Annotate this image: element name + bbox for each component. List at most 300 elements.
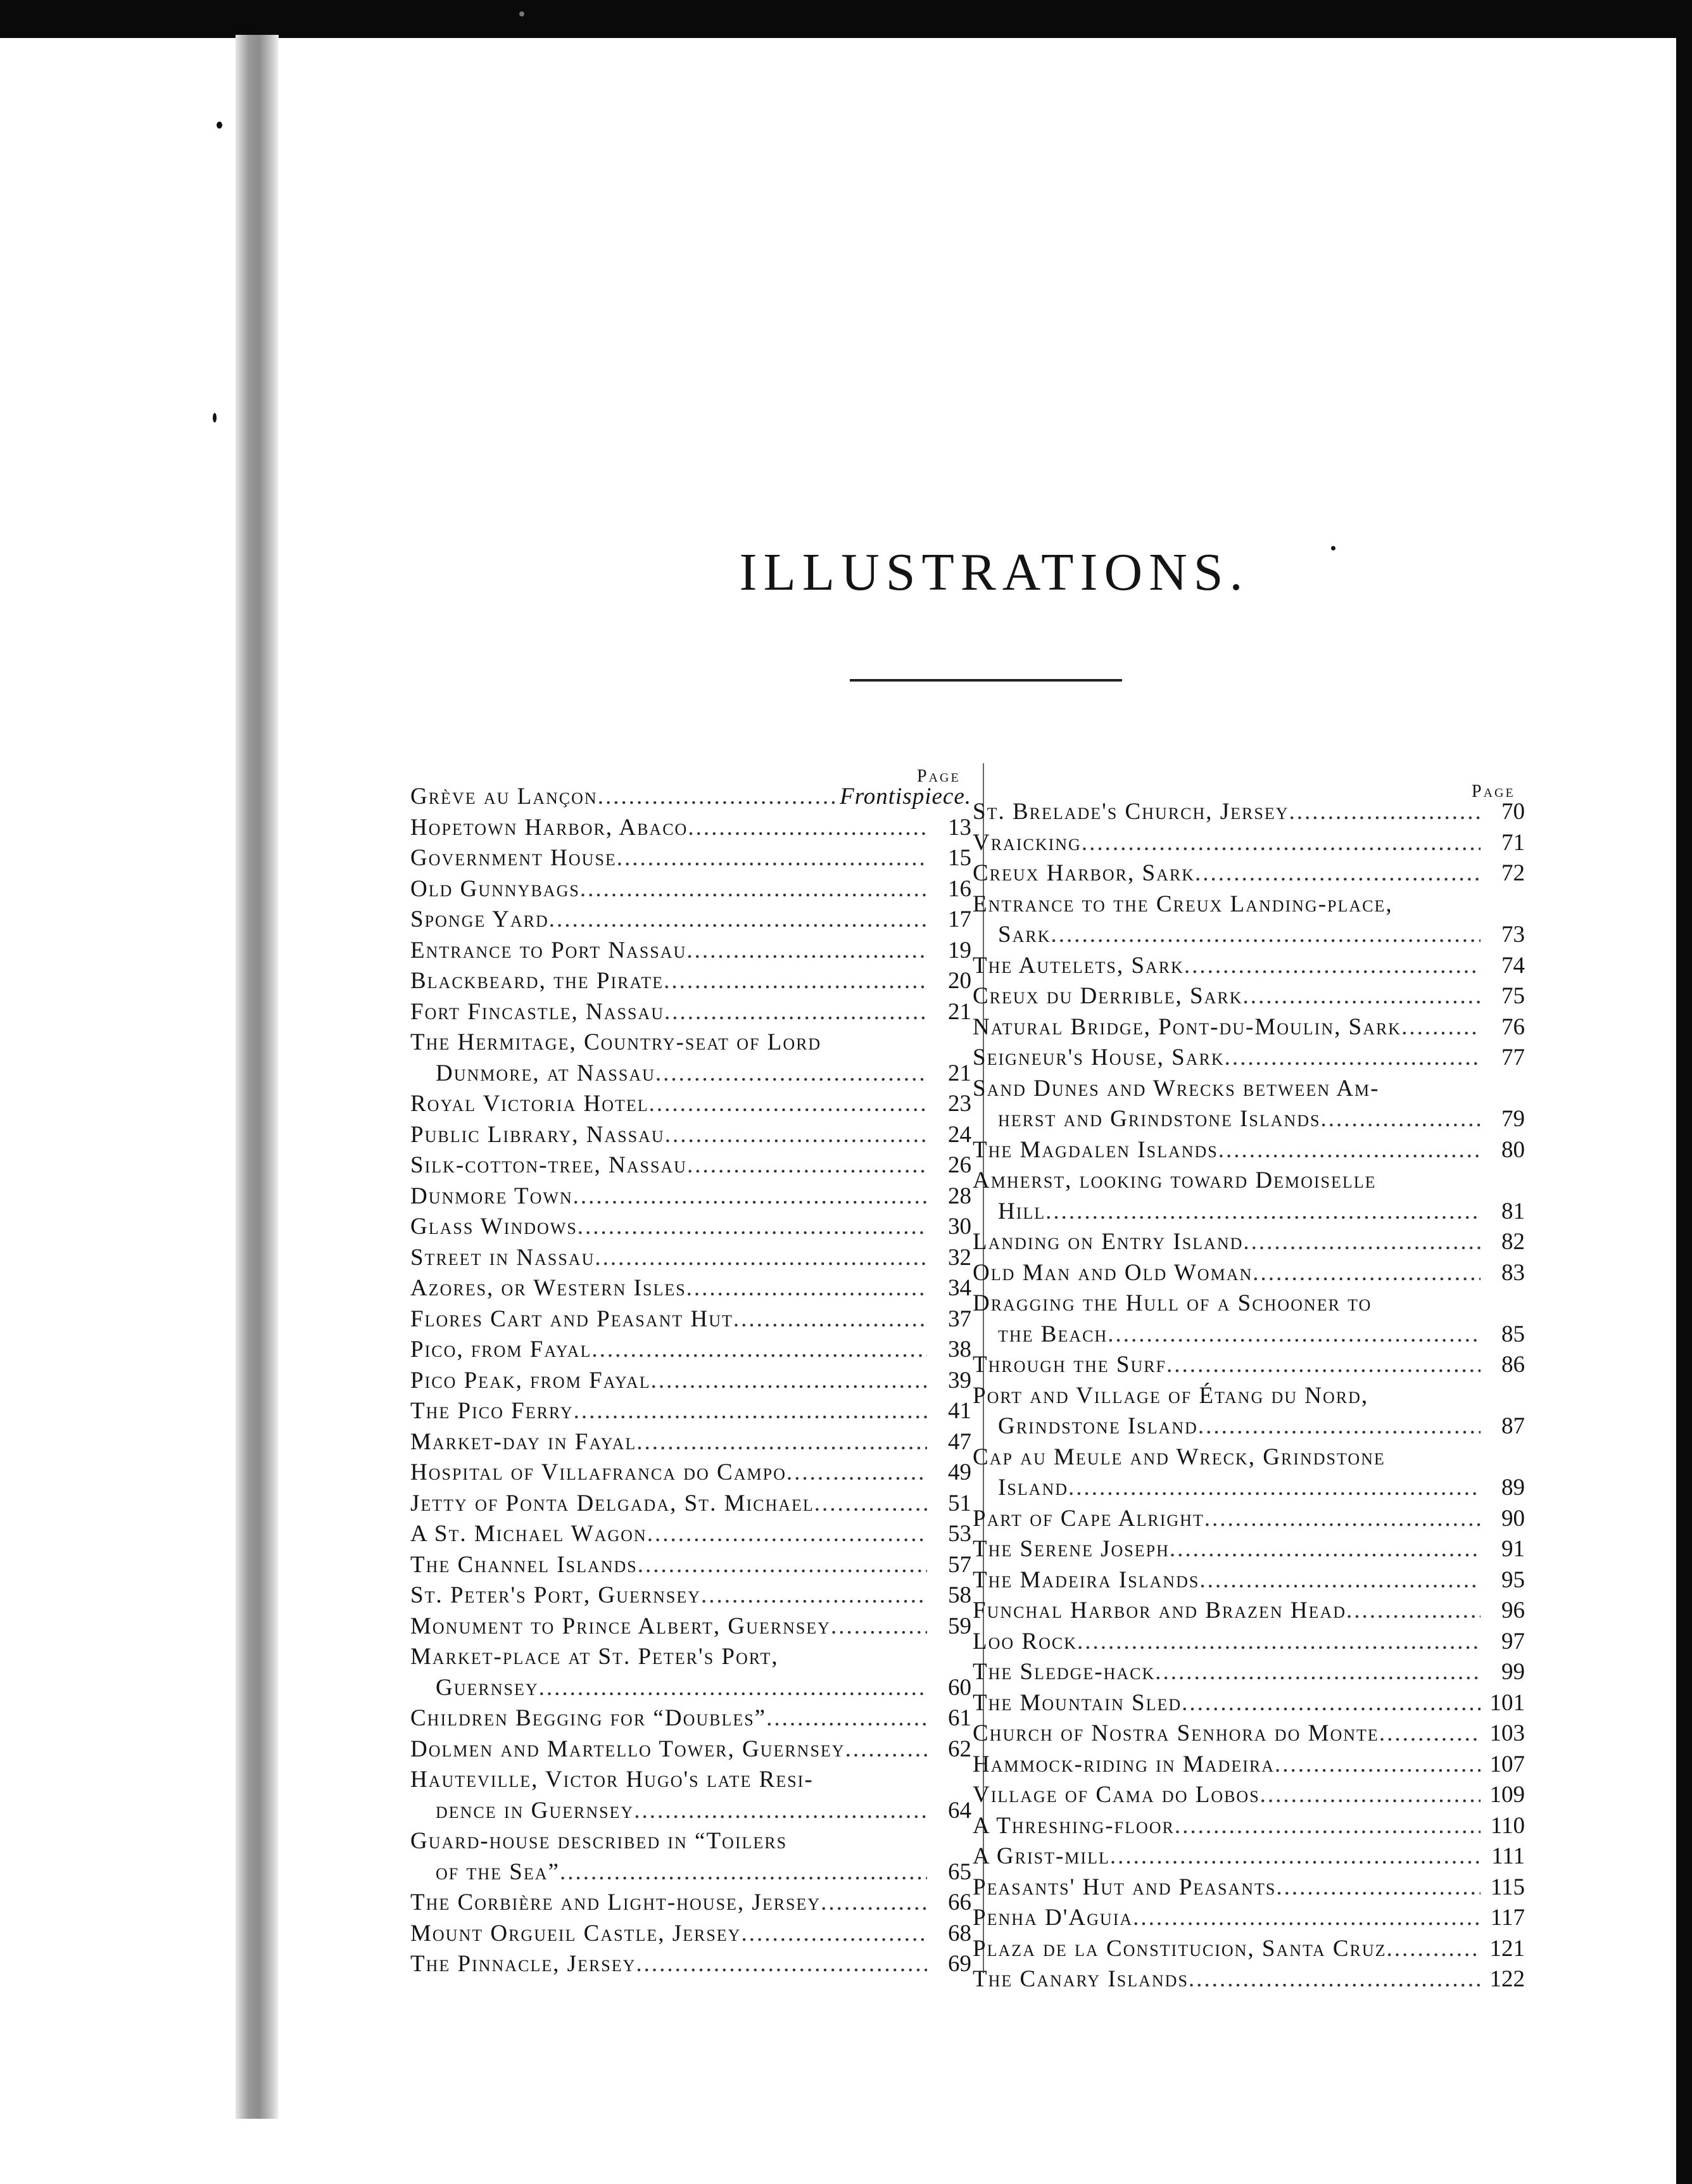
dot-leader — [1275, 1749, 1480, 1781]
illustration-entry — [410, 1796, 971, 1827]
illustration-title: Grève au Lançon — [410, 784, 598, 809]
illustration-title: Sark — [998, 922, 1051, 948]
dot-leader — [634, 1796, 927, 1827]
dot-leader — [814, 1489, 927, 1520]
dot-leader — [1108, 1319, 1480, 1350]
illustration-page-number: 107 — [1489, 1751, 1525, 1777]
illustration-page-number: 72 — [1501, 860, 1525, 886]
dot-leader — [655, 1058, 927, 1089]
illustration-entry — [973, 1288, 1525, 1319]
illustration-page-number: 17 — [948, 906, 971, 932]
dot-leader — [733, 1304, 927, 1335]
illustration-title: The Channel Islands — [410, 1551, 638, 1578]
illustration-entry — [973, 1043, 1525, 1074]
illustration-title: Loo Rock — [973, 1628, 1077, 1654]
dot-leader — [1051, 920, 1480, 951]
illustration-title: Hauteville, Victor Hugo's late Resi- — [410, 1767, 814, 1793]
dot-leader — [1379, 1718, 1480, 1749]
dot-leader — [580, 874, 927, 905]
illustration-entry — [410, 1642, 971, 1673]
illustration-title: Guernsey — [436, 1674, 539, 1701]
illustration-title: Guard-house described in “Toilers — [410, 1828, 788, 1854]
dot-leader — [1225, 1043, 1480, 1074]
illustration-title: Peasants' Hut and Peasants — [973, 1874, 1277, 1900]
illustration-page-number: 81 — [1501, 1198, 1525, 1224]
illustration-entry — [973, 1718, 1525, 1749]
illustration-title: Silk-cotton-tree, Nassau — [410, 1152, 687, 1178]
illustration-entry — [973, 1811, 1525, 1842]
illustration-page-number: 13 — [948, 814, 971, 841]
illustration-page-number: 30 — [948, 1214, 971, 1240]
illustration-title: Monument to Prince Albert, Guernsey — [410, 1613, 831, 1639]
illustration-page-number: 59 — [948, 1613, 971, 1639]
illustration-title: Dunmore, at Nassau — [436, 1060, 655, 1086]
illustration-page-number: 80 — [1501, 1136, 1525, 1163]
dot-leader — [1068, 1473, 1480, 1504]
illustration-entry — [410, 1243, 971, 1274]
illustration-page-number: 77 — [1501, 1044, 1525, 1070]
illustration-page-number: 83 — [1501, 1259, 1525, 1286]
illustration-title: Old Man and Old Woman — [973, 1259, 1253, 1286]
illustration-entry — [410, 1457, 971, 1489]
dot-leader — [1082, 828, 1480, 859]
illustration-page-number: 73 — [1501, 922, 1525, 948]
illustration-page-number: 71 — [1501, 829, 1525, 856]
dot-leader — [686, 936, 927, 967]
illustration-entry — [410, 1181, 971, 1212]
illustration-title: Dragging the Hull of a Schooner to — [973, 1290, 1372, 1316]
illustration-entry — [410, 1611, 971, 1642]
illustration-title: Mount Orgueil Castle, Jersey — [410, 1920, 742, 1946]
dot-leader — [741, 1919, 927, 1950]
illustration-page-number: 115 — [1490, 1874, 1525, 1900]
dot-leader — [617, 843, 927, 874]
illustration-title: Public Library, Nassau — [410, 1121, 665, 1148]
dot-leader — [647, 1519, 927, 1550]
illustration-entry — [973, 1596, 1525, 1627]
illustration-title: Pico Peak, from Fayal — [410, 1367, 651, 1394]
illustration-entry — [410, 843, 971, 874]
dot-leader — [1175, 1811, 1480, 1842]
dot-leader — [686, 1273, 927, 1304]
illustration-page-number: 24 — [948, 1121, 971, 1148]
illustration-title: The Serene Joseph — [973, 1536, 1170, 1562]
illustration-title: Dolmen and Martello Tower, Guernsey — [410, 1736, 845, 1762]
illustration-entry — [973, 1688, 1525, 1719]
dot-leader — [598, 782, 836, 813]
illustration-entry — [410, 997, 971, 1028]
illustration-title: The Sledge-hack — [973, 1659, 1156, 1685]
dot-leader — [1199, 1565, 1480, 1596]
dot-leader — [651, 1366, 927, 1397]
illustration-title: The Pico Ferry — [410, 1398, 574, 1424]
illustration-entry — [410, 1673, 971, 1704]
illustration-page-number: 64 — [948, 1797, 971, 1824]
illustration-entry — [973, 1135, 1525, 1166]
page-column-header-left: Page — [917, 766, 961, 786]
illustration-page-number: 86 — [1501, 1352, 1525, 1378]
illustration-page-number: 87 — [1501, 1413, 1525, 1439]
illustration-page-number: 15 — [948, 845, 971, 871]
dot-leader — [1195, 858, 1480, 889]
illustration-page-number: 19 — [948, 937, 971, 963]
illustration-page-number: 91 — [1501, 1536, 1525, 1562]
illustration-entry — [973, 1872, 1525, 1903]
illustration-page-number: 76 — [1501, 1013, 1525, 1040]
dot-leader — [831, 1611, 927, 1642]
illustration-page-number: 32 — [948, 1244, 971, 1271]
dot-leader — [1253, 1258, 1480, 1289]
scan-top-border — [0, 0, 1692, 38]
illustration-page-number: 74 — [1501, 952, 1525, 979]
illustration-page-number: 21 — [948, 998, 971, 1025]
dot-leader — [1170, 1534, 1480, 1565]
illustration-title: Dunmore Town — [410, 1183, 573, 1209]
illustration-title: Amherst, looking toward Demoiselle — [973, 1167, 1377, 1193]
dot-leader — [665, 1120, 927, 1151]
illustration-entry — [410, 966, 971, 997]
illustration-page-number: 65 — [948, 1858, 971, 1885]
dot-leader — [1077, 1627, 1480, 1658]
illustration-page-number: 122 — [1489, 1966, 1525, 1992]
illustration-title: Glass Windows — [410, 1214, 578, 1240]
illustration-title: Natural Bridge, Pont-du-Moulin, Sark — [973, 1013, 1402, 1040]
dot-leader — [636, 1427, 927, 1458]
illustration-title: Market-day in Fayal — [410, 1428, 637, 1455]
illustration-title: Sand Dunes and Wrecks between Am- — [973, 1075, 1380, 1102]
illustration-page-number: 16 — [948, 875, 971, 902]
dot-leader — [573, 1181, 927, 1212]
illustration-entry — [973, 828, 1525, 859]
illustration-entry — [410, 1150, 971, 1181]
illustration-page-number: 109 — [1489, 1782, 1525, 1808]
illustration-entry — [410, 1519, 971, 1550]
dot-leader — [539, 1673, 927, 1704]
illustration-entry — [973, 951, 1525, 982]
illustration-page-number: 37 — [948, 1305, 971, 1332]
illustration-title: Fort Fincastle, Nassau — [410, 998, 664, 1025]
dot-leader — [1182, 1688, 1480, 1719]
illustration-entry — [973, 1565, 1525, 1596]
illustration-entry — [973, 1627, 1525, 1658]
illustration-entry — [973, 1473, 1525, 1504]
dot-leader — [786, 1457, 927, 1489]
illustration-page-number: 41 — [948, 1398, 971, 1424]
illustration-title: Pico, from Fayal — [410, 1336, 592, 1362]
scan-speck — [217, 122, 222, 129]
illustration-title: A Threshing-floor — [973, 1812, 1175, 1839]
illustration-page-number: 111 — [1491, 1843, 1525, 1869]
illustration-page-number: 58 — [948, 1582, 971, 1608]
dot-leader — [1387, 1934, 1480, 1965]
illustration-page-number: 75 — [1501, 983, 1525, 1009]
illustration-entry — [410, 1273, 971, 1304]
illustration-entry — [973, 1442, 1525, 1473]
illustration-title: Market-place at St. Peter's Port, — [410, 1644, 779, 1670]
illustration-title: dence in Guernsey — [436, 1797, 634, 1824]
illustration-title: The Mountain Sled — [973, 1689, 1182, 1716]
illustration-page-number: 21 — [948, 1060, 971, 1086]
dot-leader — [688, 813, 927, 844]
illustrations-list-left — [410, 782, 971, 1980]
dot-leader — [701, 1580, 927, 1611]
dot-leader — [578, 1212, 927, 1243]
illustration-entry — [973, 1749, 1525, 1781]
illustration-entry — [410, 1027, 971, 1058]
title-rule — [850, 679, 1122, 682]
dot-leader — [1184, 951, 1480, 982]
illustration-entry — [973, 889, 1525, 920]
illustration-entry — [410, 1089, 971, 1120]
dot-leader — [1243, 1227, 1480, 1258]
dot-leader — [638, 1550, 927, 1581]
illustration-title: Hammock-riding in Madeira — [973, 1751, 1275, 1777]
dot-leader — [845, 1734, 927, 1765]
illustration-title: Vraicking — [973, 829, 1082, 856]
dot-leader — [1045, 1197, 1480, 1228]
dot-leader — [1133, 1903, 1480, 1934]
illustration-entry — [410, 1550, 971, 1581]
illustration-title: Creux du Derrible, Sark — [973, 983, 1243, 1009]
illustration-title: Church of Nostra Senhora do Monte — [973, 1720, 1379, 1746]
illustration-entry — [410, 1949, 971, 1980]
illustration-title: Creux Harbor, Sark — [973, 860, 1195, 886]
illustration-entry — [410, 1734, 971, 1765]
illustration-page-number: 51 — [948, 1490, 971, 1516]
illustration-title: The Canary Islands — [973, 1966, 1189, 1992]
illustration-title: The Corbière and Light-house, Jersey — [410, 1889, 821, 1915]
illustration-title: Children Begging for “Doubles” — [410, 1705, 767, 1731]
illustration-page-number: 89 — [1501, 1475, 1525, 1501]
dot-leader — [664, 997, 927, 1028]
illustration-entry — [410, 1058, 971, 1089]
illustration-page-number: 70 — [1501, 799, 1525, 825]
illustration-title: Island — [998, 1475, 1068, 1501]
illustration-page-number: Frontispiece. — [840, 784, 971, 809]
illustration-title: Jetty of Ponta Delgada, St. Michael — [410, 1490, 814, 1516]
illustration-title: St. Brelade's Church, Jersey — [973, 799, 1289, 825]
dot-leader — [636, 1949, 927, 1980]
illustration-title: A Grist-mill — [973, 1843, 1110, 1869]
illustration-entry — [410, 1366, 971, 1397]
illustration-title: Royal Victoria Hotel — [410, 1091, 649, 1117]
illustration-title: Plaza de la Constitucion, Santa Cruz — [973, 1935, 1387, 1962]
illustration-entry — [973, 1657, 1525, 1688]
illustration-entry — [410, 1888, 971, 1919]
illustration-page-number: 97 — [1501, 1628, 1525, 1654]
scan-speck — [519, 11, 524, 16]
illustration-entry — [973, 1411, 1525, 1442]
illustration-entry — [973, 858, 1525, 889]
illustration-page-number: 90 — [1501, 1505, 1525, 1532]
illustration-entry — [410, 905, 971, 936]
illustration-title: Penha D'Aguia — [973, 1905, 1133, 1931]
illustration-entry — [410, 813, 971, 844]
illustration-title: The Autelets, Sark — [973, 952, 1184, 979]
dot-leader — [821, 1888, 927, 1919]
page-title: ILLUSTRATIONS. — [739, 543, 1249, 602]
illustration-entry — [973, 1197, 1525, 1228]
dot-leader — [1401, 1012, 1480, 1043]
illustration-page-number: 95 — [1501, 1566, 1525, 1593]
illustration-entry — [973, 1165, 1525, 1197]
dot-leader — [591, 1335, 927, 1366]
illustration-entry — [973, 1381, 1525, 1412]
illustration-entry — [973, 1319, 1525, 1350]
illustration-title: the Beach — [998, 1321, 1108, 1347]
illustration-title: Entrance to Port Nassau — [410, 937, 687, 963]
illustration-entry — [973, 1104, 1525, 1135]
illustration-entry — [410, 1304, 971, 1335]
illustration-entry — [410, 1919, 971, 1950]
dot-leader — [766, 1703, 927, 1734]
book-gutter-shadow — [236, 35, 279, 2119]
illustration-page-number: 28 — [948, 1183, 971, 1209]
dot-leader — [1218, 1135, 1480, 1166]
illustration-entry — [973, 1350, 1525, 1381]
illustration-page-number: 23 — [948, 1091, 971, 1117]
illustration-entry — [410, 1857, 971, 1888]
illustration-entry — [410, 1396, 971, 1427]
illustration-entry — [410, 1765, 971, 1796]
illustration-entry — [410, 1427, 971, 1458]
dot-leader — [1346, 1596, 1480, 1627]
illustration-title: Part of Cape Alright — [973, 1505, 1204, 1532]
dot-leader — [1320, 1104, 1480, 1135]
illustration-page-number: 47 — [948, 1428, 971, 1455]
illustration-page-number: 121 — [1489, 1935, 1525, 1962]
illustration-title: Azores, or Western Isles — [410, 1275, 686, 1301]
illustration-entry — [973, 920, 1525, 951]
illustration-entry — [973, 1964, 1525, 1995]
illustration-entry — [973, 1780, 1525, 1811]
illustration-title: Grindstone Island — [998, 1413, 1198, 1439]
illustration-title: Hill — [998, 1198, 1046, 1224]
illustrations-list-right — [973, 797, 1525, 1995]
illustration-entry — [410, 1489, 971, 1520]
illustration-page-number: 39 — [948, 1367, 971, 1394]
illustration-page-number: 96 — [1501, 1597, 1525, 1623]
dot-leader — [1110, 1841, 1480, 1872]
illustration-entry — [973, 1934, 1525, 1965]
illustration-entry — [410, 874, 971, 905]
dot-leader — [664, 966, 927, 997]
illustration-page-number: 66 — [948, 1889, 971, 1915]
illustration-title: Through the Surf — [973, 1352, 1167, 1378]
illustration-page-number: 53 — [948, 1521, 971, 1547]
illustration-title: Seigneur's House, Sark — [973, 1044, 1225, 1070]
dot-leader — [687, 1150, 927, 1181]
illustration-title: Government House — [410, 845, 617, 871]
illustration-entry — [410, 1826, 971, 1857]
illustration-title: Hopetown Harbor, Abaco — [410, 814, 688, 841]
scan-speck — [213, 413, 217, 422]
illustration-title: Funchal Harbor and Brazen Head — [973, 1597, 1347, 1623]
illustration-page-number: 110 — [1490, 1812, 1525, 1839]
illustration-page-number: 117 — [1490, 1905, 1525, 1931]
illustration-page-number: 62 — [948, 1736, 971, 1762]
illustration-page-number: 26 — [948, 1152, 971, 1178]
dot-leader — [549, 905, 927, 936]
illustration-entry — [973, 1504, 1525, 1535]
illustration-page-number: 79 — [1501, 1106, 1525, 1132]
illustration-entry — [973, 1227, 1525, 1258]
illustration-page-number: 69 — [948, 1951, 971, 1977]
illustration-entry — [973, 1074, 1525, 1105]
illustration-title: The Pinnacle, Jersey — [410, 1951, 636, 1977]
illustration-entry — [410, 936, 971, 967]
illustration-title: Blackbeard, the Pirate — [410, 968, 664, 994]
dot-leader — [1289, 797, 1481, 828]
illustration-page-number: 49 — [948, 1459, 971, 1485]
illustration-page-number: 34 — [948, 1275, 971, 1301]
dot-leader — [1198, 1411, 1480, 1442]
illustration-title: Hospital of Villafranca do Campo — [410, 1459, 786, 1485]
illustration-entry — [973, 1534, 1525, 1565]
dot-leader — [560, 1857, 927, 1888]
dot-leader — [574, 1396, 927, 1427]
illustration-page-number: 85 — [1501, 1321, 1525, 1347]
illustration-entry — [973, 981, 1525, 1012]
illustration-title: The Madeira Islands — [973, 1566, 1200, 1593]
illustration-entry — [410, 1335, 971, 1366]
illustration-page-number: 103 — [1489, 1720, 1525, 1746]
dot-leader — [1204, 1504, 1480, 1535]
illustration-title: Cap au Meule and Wreck, Grindstone — [973, 1444, 1386, 1470]
dot-leader — [649, 1089, 927, 1120]
illustration-title: St. Peter's Port, Guernsey — [410, 1582, 702, 1608]
illustration-page-number: 101 — [1489, 1689, 1525, 1716]
illustration-page-number: 38 — [948, 1336, 971, 1362]
dot-leader — [1166, 1350, 1480, 1381]
illustration-page-number: 68 — [948, 1920, 971, 1946]
illustration-title: Village of Cama do Lobos — [973, 1782, 1260, 1808]
illustration-title: of the Sea” — [436, 1858, 560, 1885]
illustration-entry — [973, 1841, 1525, 1872]
illustration-page-number: 60 — [948, 1674, 971, 1701]
illustration-title: Sponge Yard — [410, 906, 549, 932]
illustration-page-number: 61 — [948, 1705, 971, 1731]
illustration-title: Street in Nassau — [410, 1244, 595, 1271]
illustration-title: The Hermitage, Country-seat of Lord — [410, 1029, 822, 1055]
illustration-page-number: 57 — [948, 1551, 971, 1578]
illustration-title: Port and Village of Étang du Nord, — [973, 1382, 1369, 1409]
illustration-page-number: 99 — [1501, 1659, 1525, 1685]
scan-right-border — [1676, 0, 1692, 2184]
illustration-entry — [410, 1212, 971, 1243]
dot-leader — [595, 1243, 927, 1274]
illustration-title: Landing on Entry Island — [973, 1229, 1244, 1255]
illustration-entry — [973, 1258, 1525, 1289]
illustration-title: herst and Grindstone Islands — [998, 1106, 1321, 1132]
illustration-entry — [410, 1580, 971, 1611]
dot-leader — [1276, 1872, 1480, 1903]
illustration-title: Entrance to the Creux Landing-place, — [973, 891, 1393, 917]
dot-leader — [1243, 981, 1480, 1012]
dot-leader — [1260, 1780, 1480, 1811]
illustration-entry — [973, 1012, 1525, 1043]
illustration-title: A St. Michael Wagon — [410, 1521, 647, 1547]
illustration-page-number: 20 — [948, 968, 971, 994]
illustration-entry — [973, 797, 1525, 828]
illustration-page-number: 82 — [1501, 1229, 1525, 1255]
illustration-title: Old Gunnybags — [410, 875, 580, 902]
illustration-entry — [410, 1703, 971, 1734]
illustration-title: Flores Cart and Peasant Hut — [410, 1305, 733, 1332]
illustration-entry — [410, 782, 971, 813]
dot-leader — [1189, 1964, 1480, 1995]
illustration-title: The Magdalen Islands — [973, 1136, 1218, 1163]
